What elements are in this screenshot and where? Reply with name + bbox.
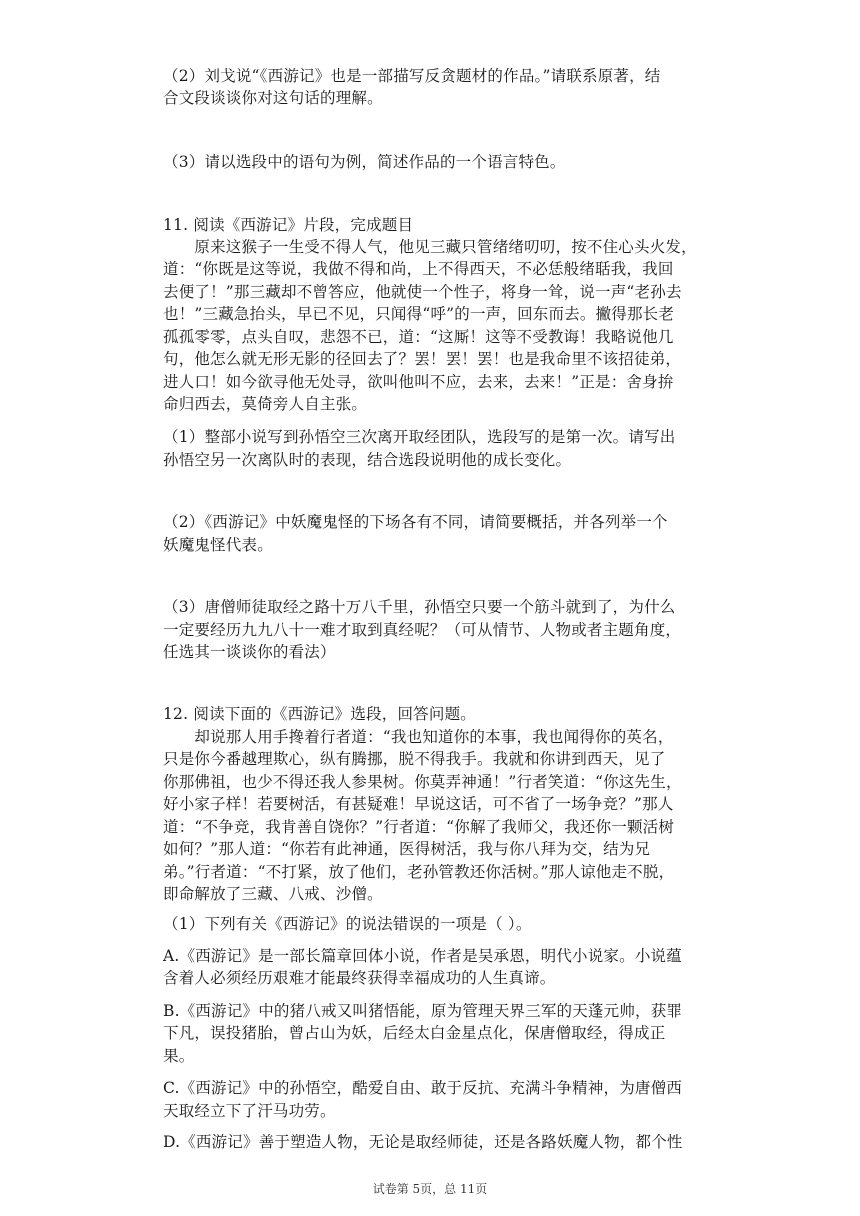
q11-passage-line: 也！”三藏急抬头，早已不见，只闻得“呼”的一声，回东而去。撇得那长老: [163, 305, 675, 323]
q11-passage-line: 去便了！”那三藏却不曾答应，他就使一个性子，将身一耸，说一声“老孙去: [163, 283, 682, 301]
q11-1-line-2: 孙悟空另一次离队时的表现，结合选段说明他的成长变化。: [163, 451, 572, 469]
option-c-line-2: 天取经立下了汗马功劳。: [163, 1102, 336, 1120]
q11-passage-line: 命归西去，莫倚旁人自主张。: [163, 395, 368, 413]
q11-3-line-1: （3）唐僧师徒取经之路十万八千里，孙悟空只要一个筋斗就到了，为什么: [163, 598, 676, 616]
q12-passage-line: 你那佛祖，也少不得还我人参果树。你莫弄神通！”行者笑道：“你这先生，: [163, 773, 682, 791]
option-c-line-1: C.《西游记》中的孙悟空，酷爱自由、敢于反抗、充满斗争精神，为唐僧西: [163, 1079, 683, 1097]
q12-passage-line: 如何？”那人道：“你若有此神通，医得树活，我与你八拜为交，结为兄: [163, 840, 651, 858]
q11-heading: 11. 阅读《西游记》片段，完成题目: [163, 216, 414, 234]
q12-passage-line: 好小家子样！若要树活，有甚疑难！早说这话，可不省了一场争竞？”那人: [163, 795, 674, 813]
q12-passage-line: 即命解放了三藏、八戒、沙僧。: [163, 885, 383, 903]
q11-passage-line: 原来这猴子一生受不得人气，他见三藏只管绪绪叨叨，按不住心头火发，: [163, 238, 697, 256]
q11-2-line-1: （2）《西游记》中妖魔鬼怪的下场各有不同，请简要概括，并各列举一个: [163, 513, 668, 531]
q11-passage-line: 进人口！如今欲寻他无处寻，欲叫他叫不应，去来，去来！”正是：舍身拚: [163, 373, 674, 391]
q11-3-line-2: 一定要经历九九八十一难才取到真经呢？（可从情节、人物或者主题角度，: [163, 621, 682, 639]
q10-3-line: （3）请以选段中的语句为例，简述作品的一个语言特色。: [163, 153, 566, 171]
q12-passage-line: 却说那人用手搀着行者道：“我也知道你的本事，我也闻得你的英名，: [163, 728, 674, 746]
q11-passage-line: 孤孤零零，点头自叹，悲怨不已，道：“这厮！这等不受教诲！我略说他几: [163, 328, 674, 346]
option-d-line-1: D.《西游记》善于塑造人物，无论是取经师徒，还是各路妖魔人物，都个性: [163, 1133, 683, 1151]
q11-passage-line: 句，他怎么就无形无影的径回去了？罢！罢！罢！也是我命里不该招徒弟，: [163, 350, 682, 368]
option-b-line-1: B.《西游记》中的猪八戒又叫猪悟能，原为管理天界三军的天蓬元帅，获罪: [163, 1002, 683, 1020]
q12-passage-line: 弟。”行者道：“不打紧，放了他们，老孙管教还你活树。”那人谅他走不脱，: [163, 863, 675, 881]
q10-2-line-1: （2）刘戈说“《西游记》也是一部描写反贪题材的作品。”请联系原著，结: [163, 67, 661, 85]
q10-2-line-2: 合文段谈谈你对这句话的理解。: [163, 89, 383, 107]
q12-passage-line: 道：“不争竞，我肯善自饶你？”行者道：“你解了我师父，我还你一颗活树: [163, 818, 675, 836]
q12-passage-line: 只是你今番越理欺心，纵有腾挪，脱不得我手。我就和你讲到西天，见了: [163, 750, 666, 768]
option-a-line-2: 含着人必须经历艰难才能最终获得幸福成功的人生真谛。: [163, 969, 556, 987]
q11-2-line-2: 妖魔鬼怪代表。: [163, 536, 273, 554]
q12-heading: 12. 阅读下面的《西游记》选段，回答问题。: [163, 705, 476, 723]
page-footer: 试卷第 5页，总 11页: [372, 1182, 488, 1196]
q12-1-question: （1）下列有关《西游记》的说法错误的一项是（ ）。: [163, 915, 532, 933]
option-b-line-2: 下凡，误投猪胎，曾占山为妖，后经太白金星点化，保唐僧取经，得成正: [163, 1024, 666, 1042]
q11-1-line-1: （1）整部小说写到孙悟空三次离开取经团队，选段写的是第一次。请写出: [163, 428, 676, 446]
q11-3-line-3: 任选其一谈谈你的看法）: [163, 643, 336, 661]
q11-passage-line: 道：“你既是这等说，我做不得和尚，上不得西天，不必恁般绪聒我，我回: [163, 260, 674, 278]
option-b-line-3: 果。: [163, 1047, 195, 1065]
option-a-line-1: A.《西游记》是一部长篇章回体小说，作者是吴承恩，明代小说家。小说蕴: [163, 947, 682, 965]
